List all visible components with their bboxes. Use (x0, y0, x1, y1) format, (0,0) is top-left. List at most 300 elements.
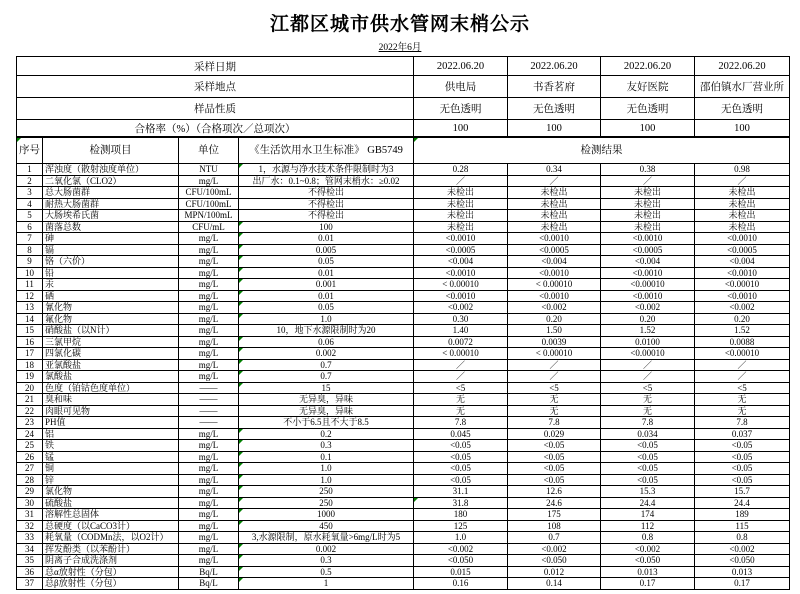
row-unit: mg/L (179, 440, 239, 452)
row-value: <0.002 (508, 543, 601, 555)
row-value: <0.004 (695, 256, 790, 268)
row-value: 174 (601, 509, 695, 521)
row-value: 15.3 (601, 486, 695, 498)
row-value: 108 (508, 520, 601, 532)
row-unit: mg/L (179, 325, 239, 337)
table-row (17, 555, 790, 567)
row-value: <0.05 (508, 463, 601, 475)
row-standard: 1000 (239, 509, 414, 521)
row-value: ／ (601, 359, 695, 371)
info-value: 100 (414, 120, 508, 137)
row-standard: 3,水源限制，原水耗氧量>6mg/L时为5 (239, 532, 414, 544)
row-value: 7.8 (601, 417, 695, 429)
info-value: 书香茗府 (508, 76, 601, 98)
row-no: 33 (17, 532, 43, 544)
row-standard: 15 (239, 382, 414, 394)
table-row (17, 440, 790, 452)
row-unit: mg/L (179, 486, 239, 498)
row-value: ／ (508, 359, 601, 371)
row-item: 大肠埃希氏菌 (43, 210, 179, 222)
row-value: 0.14 (508, 578, 601, 590)
table-row (17, 474, 790, 486)
row-value: 未检出 (508, 210, 601, 222)
row-item: 铝 (43, 428, 179, 440)
info-value: 2022.06.20 (508, 57, 601, 76)
row-value: 24.4 (695, 497, 790, 509)
row-value: <0.050 (601, 555, 695, 567)
info-table (16, 56, 790, 137)
row-standard: 0.3 (239, 555, 414, 567)
row-value: <0.002 (695, 302, 790, 314)
table-row (17, 279, 790, 291)
row-value: 15.7 (695, 486, 790, 498)
row-value: <0.002 (414, 543, 508, 555)
row-value: 1.52 (601, 325, 695, 337)
row-standard: 0.002 (239, 543, 414, 555)
row-value: <0.0010 (508, 233, 601, 245)
row-item: 氯化物 (43, 486, 179, 498)
row-no: 35 (17, 555, 43, 567)
row-value: 0.17 (601, 578, 695, 590)
row-value: <0.00010 (695, 279, 790, 291)
row-standard: 0.001 (239, 279, 414, 291)
row-value: 0.16 (414, 578, 508, 590)
row-value: <0.05 (508, 440, 601, 452)
row-no: 16 (17, 336, 43, 348)
row-value: 0.0072 (414, 336, 508, 348)
row-standard: 250 (239, 486, 414, 498)
table-row (17, 164, 790, 176)
table-row (17, 578, 790, 590)
row-standard: 0.01 (239, 233, 414, 245)
info-label: 合格率（%）（合格项次／总项次） (17, 120, 414, 137)
row-value: ／ (414, 371, 508, 383)
row-unit: mg/L (179, 313, 239, 325)
row-value: ／ (508, 371, 601, 383)
row-value: <0.0010 (414, 267, 508, 279)
info-row (17, 76, 790, 98)
header-unit: 单位 (179, 138, 239, 164)
row-value: 0.20 (601, 313, 695, 325)
row-value: <0.05 (695, 463, 790, 475)
info-value: 100 (508, 120, 601, 137)
info-label: 采样日期 (17, 57, 414, 76)
table-row (17, 348, 790, 360)
row-value: 未检出 (695, 210, 790, 222)
row-item: 总β放射性（分包） (43, 578, 179, 590)
row-standard: 10，地下水源限制时为20 (239, 325, 414, 337)
row-no: 1 (17, 164, 43, 176)
row-value: 无 (695, 394, 790, 406)
row-value: 112 (601, 520, 695, 532)
row-value: 无 (414, 394, 508, 406)
row-item: 氟化物 (43, 313, 179, 325)
row-item: 色度（铂钴色度单位） (43, 382, 179, 394)
row-value: <5 (414, 382, 508, 394)
row-value: <0.05 (601, 440, 695, 452)
row-value: <0.004 (414, 256, 508, 268)
row-value: <5 (601, 382, 695, 394)
row-value: <0.002 (508, 302, 601, 314)
row-item: 溶解性总固体 (43, 509, 179, 521)
table-row (17, 256, 790, 268)
row-value: 未检出 (601, 187, 695, 199)
info-value: 友好医院 (601, 76, 695, 98)
row-value: <0.0010 (508, 267, 601, 279)
row-value: 7.8 (695, 417, 790, 429)
row-unit: CFU/100mL (179, 198, 239, 210)
table-row (17, 463, 790, 475)
row-value: <0.0010 (601, 233, 695, 245)
row-value: 1.40 (414, 325, 508, 337)
row-value: 115 (695, 520, 790, 532)
row-value: 0.38 (601, 164, 695, 176)
row-no: 28 (17, 474, 43, 486)
row-value: 0.8 (601, 532, 695, 544)
row-item: 肉眼可见物 (43, 405, 179, 417)
row-standard: 出厂水：0.1~0.8；管网末梢水：≥0.02 (239, 175, 414, 187)
row-item: 耐热大肠菌群 (43, 198, 179, 210)
row-no: 29 (17, 486, 43, 498)
row-value: 0.8 (695, 532, 790, 544)
row-value: <0.002 (601, 543, 695, 555)
row-unit: Bq/L (179, 566, 239, 578)
row-no: 12 (17, 290, 43, 302)
row-no: 22 (17, 405, 43, 417)
row-unit: mg/L (179, 463, 239, 475)
row-value: 7.8 (414, 417, 508, 429)
row-standard: 1 (239, 578, 414, 590)
row-value: <5 (695, 382, 790, 394)
row-no: 32 (17, 520, 43, 532)
row-no: 14 (17, 313, 43, 325)
row-item: 硒 (43, 290, 179, 302)
row-unit: —— (179, 405, 239, 417)
table-row (17, 532, 790, 544)
row-value: 未检出 (414, 198, 508, 210)
table-row (17, 405, 790, 417)
info-row (17, 120, 790, 137)
row-value: <0.050 (414, 555, 508, 567)
row-value: <0.002 (601, 302, 695, 314)
row-no: 30 (17, 497, 43, 509)
table-row (17, 210, 790, 222)
row-value: ／ (414, 175, 508, 187)
row-standard: 0.002 (239, 348, 414, 360)
row-value: ／ (508, 175, 601, 187)
table-row (17, 543, 790, 555)
row-value: <0.05 (414, 451, 508, 463)
row-standard: 450 (239, 520, 414, 532)
row-item: 耗氧量（CODMn法，以O2计） (43, 532, 179, 544)
row-item: PH值 (43, 417, 179, 429)
row-value: 未检出 (414, 210, 508, 222)
row-no: 7 (17, 233, 43, 245)
row-item: 镉 (43, 244, 179, 256)
info-value: 100 (601, 120, 695, 137)
row-standard: 0.2 (239, 428, 414, 440)
row-value: 0.34 (508, 164, 601, 176)
row-value: <0.05 (695, 440, 790, 452)
row-value: 未检出 (601, 210, 695, 222)
row-value: 0.034 (601, 428, 695, 440)
table-row (17, 175, 790, 187)
row-no: 4 (17, 198, 43, 210)
row-value: <0.0005 (601, 244, 695, 256)
row-unit: mg/L (179, 336, 239, 348)
row-value: <0.05 (601, 474, 695, 486)
row-item: 汞 (43, 279, 179, 291)
row-item: 总大肠菌群 (43, 187, 179, 199)
table-row (17, 371, 790, 383)
row-unit: —— (179, 394, 239, 406)
row-value: <0.0010 (414, 290, 508, 302)
results-table (16, 137, 790, 590)
row-value: 1.50 (508, 325, 601, 337)
row-no: 25 (17, 440, 43, 452)
row-item: 铅 (43, 267, 179, 279)
row-value: 0.0088 (695, 336, 790, 348)
row-value: 0.013 (695, 566, 790, 578)
row-value: <0.05 (601, 463, 695, 475)
row-value: 未检出 (508, 198, 601, 210)
row-value: <0.0010 (695, 290, 790, 302)
row-unit: mg/L (179, 256, 239, 268)
row-value: 1.52 (695, 325, 790, 337)
table-row (17, 509, 790, 521)
row-standard: 0.05 (239, 302, 414, 314)
info-value: 2022.06.20 (601, 57, 695, 76)
row-item: 三氯甲烷 (43, 336, 179, 348)
row-value: <0.0010 (695, 267, 790, 279)
row-standard: 1.0 (239, 474, 414, 486)
row-value: 未检出 (508, 187, 601, 199)
row-item: 铜 (43, 463, 179, 475)
table-row (17, 520, 790, 532)
info-value: 供电局 (414, 76, 508, 98)
row-value: <0.05 (695, 451, 790, 463)
row-no: 23 (17, 417, 43, 429)
row-value: 0.012 (508, 566, 601, 578)
table-row (17, 359, 790, 371)
row-value: 0.28 (414, 164, 508, 176)
row-value: 无 (508, 394, 601, 406)
row-item: 挥发酚类（以苯酚计） (43, 543, 179, 555)
row-value: 24.4 (601, 497, 695, 509)
row-value: <0.05 (508, 451, 601, 463)
row-standard: 不得检出 (239, 187, 414, 199)
info-value: 无色透明 (601, 98, 695, 120)
row-unit: NTU (179, 164, 239, 176)
row-value: 无 (508, 405, 601, 417)
row-no: 27 (17, 463, 43, 475)
info-value: 无色透明 (414, 98, 508, 120)
row-unit: mg/L (179, 290, 239, 302)
row-unit: mg/L (179, 509, 239, 521)
row-standard: 0.7 (239, 371, 414, 383)
results-table-body (17, 164, 790, 590)
row-value: <0.05 (414, 463, 508, 475)
row-unit: CFU/mL (179, 221, 239, 233)
row-item: 菌落总数 (43, 221, 179, 233)
row-value: 175 (508, 509, 601, 521)
row-value: <0.004 (508, 256, 601, 268)
row-item: 铬（六价） (43, 256, 179, 268)
row-value: <0.05 (601, 451, 695, 463)
row-unit: mg/L (179, 267, 239, 279)
row-no: 3 (17, 187, 43, 199)
row-value: 7.8 (508, 417, 601, 429)
row-value: 31.1 (414, 486, 508, 498)
row-no: 8 (17, 244, 43, 256)
row-value: 0.98 (695, 164, 790, 176)
row-value: 31.8 (414, 497, 508, 509)
row-no: 2 (17, 175, 43, 187)
row-value: 无 (601, 394, 695, 406)
row-value: 125 (414, 520, 508, 532)
row-no: 36 (17, 566, 43, 578)
row-value: <0.00010 (601, 348, 695, 360)
row-unit: mg/L (179, 279, 239, 291)
row-value: 未检出 (695, 198, 790, 210)
info-value: 100 (695, 120, 790, 137)
info-label: 样品性质 (17, 98, 414, 120)
row-no: 19 (17, 371, 43, 383)
row-item: 四氯化碳 (43, 348, 179, 360)
row-item: 锌 (43, 474, 179, 486)
header-results: 检测结果 (414, 138, 790, 164)
row-item: 氰化物 (43, 302, 179, 314)
row-value: 0.7 (508, 532, 601, 544)
row-standard: 0.01 (239, 267, 414, 279)
results-header-row (17, 138, 790, 164)
row-value: <0.0010 (601, 290, 695, 302)
row-item: 锰 (43, 451, 179, 463)
row-no: 37 (17, 578, 43, 590)
row-value: 0.0039 (508, 336, 601, 348)
row-standard: 0.3 (239, 440, 414, 452)
row-item: 浑浊度（散射浊度单位） (43, 164, 179, 176)
row-value: <0.002 (695, 543, 790, 555)
row-no: 13 (17, 302, 43, 314)
row-unit: mg/L (179, 520, 239, 532)
row-value: <0.002 (414, 302, 508, 314)
row-value: <0.00010 (695, 348, 790, 360)
row-value: 0.013 (601, 566, 695, 578)
info-value: 2022.06.20 (695, 57, 790, 76)
row-unit: mg/L (179, 175, 239, 187)
row-standard: 无异臭，异味 (239, 405, 414, 417)
row-value: <0.0005 (508, 244, 601, 256)
row-unit: mg/L (179, 244, 239, 256)
row-unit: CFU/100mL (179, 187, 239, 199)
row-no: 17 (17, 348, 43, 360)
table-row (17, 497, 790, 509)
row-unit: Bq/L (179, 578, 239, 590)
row-value: <0.05 (414, 474, 508, 486)
row-value: 0.20 (695, 313, 790, 325)
row-value: 未检出 (601, 221, 695, 233)
row-no: 10 (17, 267, 43, 279)
row-value: < 0.00010 (414, 279, 508, 291)
info-table-body (17, 57, 790, 137)
row-value: 无 (414, 405, 508, 417)
table-row (17, 428, 790, 440)
row-standard: 1，水源与净水技术条件限制时为3 (239, 164, 414, 176)
table-row (17, 417, 790, 429)
table-row (17, 290, 790, 302)
row-value: <0.050 (695, 555, 790, 567)
report-month: 2022年6月 (378, 43, 422, 53)
row-no: 6 (17, 221, 43, 233)
row-no: 20 (17, 382, 43, 394)
row-value: ／ (601, 371, 695, 383)
row-standard: 1.0 (239, 463, 414, 475)
row-value: 未检出 (695, 187, 790, 199)
row-value: <0.00010 (601, 279, 695, 291)
info-value: 邵伯镇水厂营业所 (695, 76, 790, 98)
row-unit: mg/L (179, 532, 239, 544)
row-no: 24 (17, 428, 43, 440)
row-value: 未检出 (414, 187, 508, 199)
row-value: 未检出 (414, 221, 508, 233)
table-row (17, 451, 790, 463)
table-row (17, 221, 790, 233)
header-standard: 《生活饮用水卫生标准》 GB5749 (239, 138, 414, 164)
row-item: 亚氯酸盐 (43, 359, 179, 371)
row-value: <0.05 (695, 474, 790, 486)
row-value: <0.050 (508, 555, 601, 567)
row-value: 无 (601, 405, 695, 417)
row-value: 12.6 (508, 486, 601, 498)
row-value: <0.05 (414, 440, 508, 452)
header-no: 序号 (17, 138, 43, 164)
row-item: 硫酸盐 (43, 497, 179, 509)
table-row (17, 394, 790, 406)
row-unit: mg/L (179, 348, 239, 360)
table-row (17, 187, 790, 199)
row-unit: mg/L (179, 451, 239, 463)
row-unit: mg/L (179, 497, 239, 509)
row-item: 硝酸盐（以N计） (43, 325, 179, 337)
row-standard: 1.0 (239, 313, 414, 325)
row-value: <0.0010 (695, 233, 790, 245)
row-item: 总硬度（以CaCO3计） (43, 520, 179, 532)
row-unit: mg/L (179, 543, 239, 555)
row-standard: 250 (239, 497, 414, 509)
table-row (17, 325, 790, 337)
row-value: < 0.00010 (508, 279, 601, 291)
row-standard: 不小于6.5且不大于8.5 (239, 417, 414, 429)
row-unit: —— (179, 382, 239, 394)
row-unit: mg/L (179, 359, 239, 371)
row-value: <0.004 (601, 256, 695, 268)
table-row (17, 336, 790, 348)
row-value: 0.029 (508, 428, 601, 440)
row-value: ／ (695, 175, 790, 187)
row-standard: 0.05 (239, 256, 414, 268)
info-value: 2022.06.20 (414, 57, 508, 76)
row-item: 砷 (43, 233, 179, 245)
report-page (0, 9, 800, 594)
row-standard: 0.01 (239, 290, 414, 302)
row-value: ／ (414, 359, 508, 371)
row-no: 15 (17, 325, 43, 337)
table-row (17, 267, 790, 279)
row-unit: mg/L (179, 371, 239, 383)
row-standard: 0.1 (239, 451, 414, 463)
row-no: 9 (17, 256, 43, 268)
